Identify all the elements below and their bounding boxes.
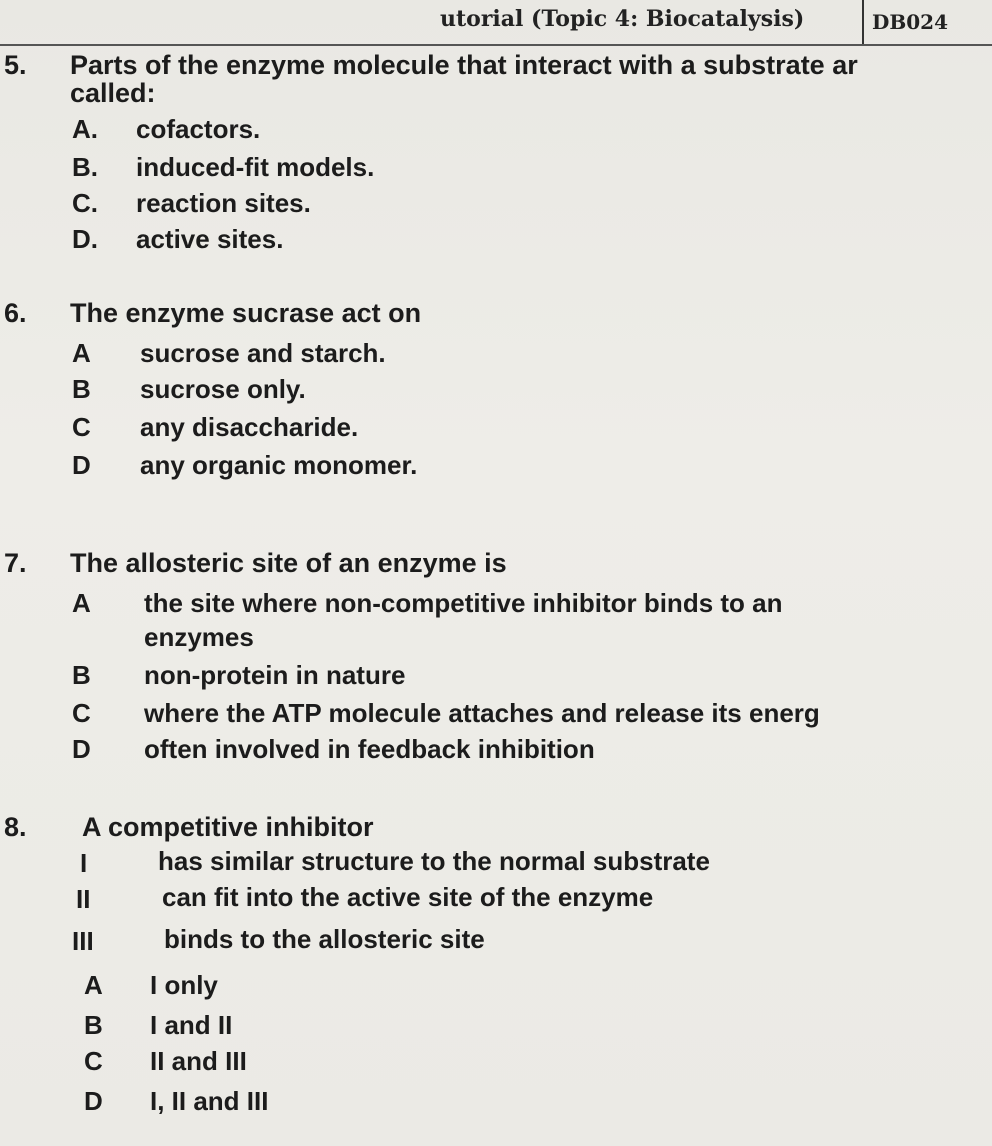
question-text: Parts of the enzyme molecule that interact with a substrate ar xyxy=(70,50,858,80)
option-text: active sites. xyxy=(136,224,284,254)
option-text: induced-fit models. xyxy=(136,152,375,182)
option-text: cofactors. xyxy=(136,114,261,144)
option-letter: D xyxy=(84,1086,103,1116)
option-letter: C xyxy=(84,1046,103,1076)
question-text: called: xyxy=(70,78,156,108)
statement-text: has similar structure to the normal substrate xyxy=(158,846,710,876)
course-code: DB024 xyxy=(872,10,948,34)
question-text: A competitive inhibitor xyxy=(82,812,374,842)
option-letter: D xyxy=(72,734,91,764)
question-number: 5. xyxy=(4,50,27,80)
option-text: sucrose and starch. xyxy=(140,338,386,368)
option-text: I and II xyxy=(150,1010,233,1040)
option-text-continued: enzymes xyxy=(144,622,254,652)
question-number: 6. xyxy=(4,298,27,328)
option-letter: C xyxy=(72,412,91,442)
option-text: the site where non-competitive inhibitor binds to an xyxy=(144,588,783,618)
option-letter: A xyxy=(72,588,91,618)
question-text: The allosteric site of an enzyme is xyxy=(70,548,507,578)
statement-numeral: II xyxy=(76,884,91,914)
option-text: where the ATP molecule attaches and release its energ xyxy=(144,698,820,728)
question-text: The enzyme sucrase act on xyxy=(70,298,422,328)
option-text: any organic monomer. xyxy=(140,450,418,480)
header-rule xyxy=(0,44,992,46)
statement-text: can fit into the active site of the enzyme xyxy=(162,882,654,912)
option-letter: A xyxy=(84,970,103,1000)
option-text: non-protein in nature xyxy=(144,660,406,690)
option-letter: D. xyxy=(72,224,98,254)
option-letter: C xyxy=(72,698,91,728)
question-number: 8. xyxy=(4,812,27,842)
option-text: I, II and III xyxy=(150,1086,269,1116)
statement-text: binds to the allosteric site xyxy=(164,924,485,954)
option-letter: B xyxy=(72,374,91,404)
option-letter: A xyxy=(72,338,91,368)
header-divider xyxy=(862,0,864,44)
question-number: 7. xyxy=(4,548,27,578)
option-text: any disaccharide. xyxy=(140,412,359,442)
option-letter: B xyxy=(72,660,91,690)
option-text: reaction sites. xyxy=(136,188,311,218)
option-letter: A. xyxy=(72,114,98,144)
option-letter: B. xyxy=(72,152,98,182)
statement-numeral: III xyxy=(72,926,94,956)
option-text: often involved in feedback inhibition xyxy=(144,734,595,764)
option-text: sucrose only. xyxy=(140,374,306,404)
option-letter: D xyxy=(72,450,91,480)
option-letter: B xyxy=(84,1010,103,1040)
statement-numeral: I xyxy=(80,848,88,878)
topic-title: utorial (Topic 4: Biocatalysis) xyxy=(440,6,805,32)
option-text: II and III xyxy=(150,1046,247,1076)
option-text: I only xyxy=(150,970,218,1000)
option-letter: C. xyxy=(72,188,98,218)
